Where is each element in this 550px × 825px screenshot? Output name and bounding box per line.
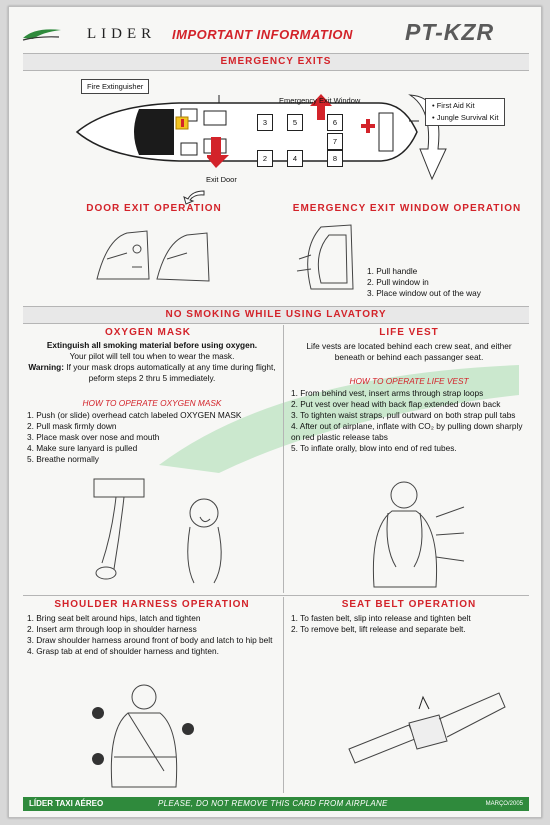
- footer-bar: [23, 797, 529, 811]
- seat-3: 3: [257, 114, 273, 131]
- airline-name: LIDER: [87, 26, 157, 42]
- oxygen-step: 1. Push (or slide) overhead catch labeled OXYGEN MASK: [27, 410, 242, 420]
- fire-extinguisher-icon: [174, 115, 190, 131]
- oxygen-step: 4. Make sure lanyard is pulled: [27, 443, 138, 453]
- life-vest-illustration: [344, 477, 494, 592]
- aircraft-registration: PT-KZR: [405, 19, 495, 45]
- footer-notice: PLEASE, DO NOT REMOVE THIS CARD FROM AIRPLANE: [158, 799, 388, 808]
- harness-step: 4. Grasp tab at end of shoulder harness and tighten.: [27, 646, 219, 656]
- exit-door-label: Exit Door: [206, 175, 237, 184]
- shoulder-harness-illustration: [84, 679, 204, 789]
- emergency-exits-band: EMERGENCY EXITS: [23, 53, 529, 71]
- shoulder-harness-title: SHOULDER HARNESS OPERATION: [54, 599, 250, 610]
- life-vest-step: 4. After out of airplane, inflate with CO₂ by pulling down sharply on red plastic release tabs: [291, 421, 523, 442]
- life-vest-steps: [291, 388, 527, 454]
- life-vest-step: 1. From behind vest, insert arms through strap loops: [291, 388, 484, 398]
- exit-window-steps: [367, 266, 527, 299]
- exit-window-step: 2. Pull window in: [367, 277, 429, 287]
- oxygen-mask-title: OXYGEN MASK: [104, 327, 191, 338]
- shoulder-harness-steps: [27, 613, 279, 657]
- oxygen-step: 2. Pull mask firmly down: [27, 421, 117, 431]
- exit-window-step: 1. Pull handle: [367, 266, 418, 276]
- door-exit-title: DOOR EXIT OPERATION: [86, 203, 222, 214]
- seat-belt-title: SEAT BELT OPERATION: [341, 599, 477, 610]
- life-vest-step: 2. Put vest over head with back flap extended down back: [291, 399, 501, 409]
- footer-code: MARÇO/2005: [485, 801, 523, 807]
- seat-4: 4: [287, 150, 303, 167]
- life-vest-step: 3. To tighten waist straps, pull outward on both strap pull tabs: [291, 410, 516, 420]
- oxygen-step: 5. Breathe normally: [27, 454, 99, 464]
- seat-belt-step: 2. To remove belt, lift release and separate belt.: [291, 624, 466, 634]
- oxygen-warning: Warning: If your mask drops automatically at any time during flight, peform steps 2 thru 5 immediately.: [28, 362, 276, 383]
- page-title: IMPORTANT INFORMATION: [172, 27, 353, 42]
- lider-logo-icon: [21, 25, 63, 43]
- oxygen-step: 3. Place mask over nose and mouth: [27, 432, 160, 442]
- oxygen-howto: HOW TO OPERATE OXYGEN MASK: [82, 398, 222, 408]
- first-aid-cross-icon: [361, 119, 375, 133]
- seat-belt-steps: [291, 613, 527, 635]
- exit-window-op-title: EMERGENCY EXIT WINDOW OPERATION: [292, 203, 522, 214]
- oxygen-intro-line: Your pilot will tell tou when to wear the mask.: [69, 351, 235, 361]
- section-divider: [23, 595, 529, 596]
- first-aid-kit-label: • First Aid Kit: [432, 101, 475, 110]
- safety-card: [8, 6, 542, 818]
- oxygen-intro-bold: Extinguish all smoking material before using oxygen.: [46, 340, 258, 350]
- exit-window-label: Emergency Exit Window: [279, 96, 361, 105]
- exit-window-illustration: [291, 219, 371, 295]
- kits-callout: [425, 98, 505, 126]
- oxygen-steps: [27, 410, 277, 465]
- door-exit-illustration: [87, 219, 227, 293]
- seat-2: 2: [257, 150, 273, 167]
- life-vest-intro: Life vests are located behind each crew seat, and either beneath or behind each passanger seat.: [306, 341, 512, 362]
- life-vest-howto: HOW TO OPERATE LIFE VEST: [349, 376, 469, 386]
- seat-belt-illustration: [339, 679, 509, 779]
- column-divider: [283, 597, 284, 793]
- seat-8: 8: [327, 150, 343, 167]
- harness-step: 1. Bring seat belt around hips, latch and tighten: [27, 613, 201, 623]
- seat-5: 5: [287, 114, 303, 131]
- column-divider: [283, 325, 284, 593]
- oxygen-intro: [23, 340, 281, 384]
- life-vest-title: LIFE VEST: [379, 327, 439, 338]
- seat-belt-step: 1. To fasten belt, slip into release and tighten belt: [291, 613, 471, 623]
- fire-extinguisher-label: Fire Extinguisher: [81, 79, 149, 94]
- harness-step: 3. Draw shoulder harness around front of body and latch to hip belt: [27, 635, 273, 645]
- exit-door-arrow-icon: [207, 135, 233, 169]
- no-smoking-band: NO SMOKING WHILE USING LAVATORY: [23, 306, 529, 324]
- harness-step: 2. Insert arm through loop in shoulder harness: [27, 624, 197, 634]
- jungle-survival-kit-label: • Jungle Survival Kit: [432, 113, 499, 122]
- exit-window-step: 3. Place window out of the way: [367, 288, 481, 298]
- oxygen-mask-illustration: [54, 473, 264, 588]
- seat-6: 6: [327, 114, 343, 131]
- footer-company: LÍDER TAXI AÉREO: [29, 799, 104, 808]
- life-vest-step: 5. To inflate orally, blow into end of red tubes.: [291, 443, 457, 453]
- seat-7: 7: [327, 133, 343, 150]
